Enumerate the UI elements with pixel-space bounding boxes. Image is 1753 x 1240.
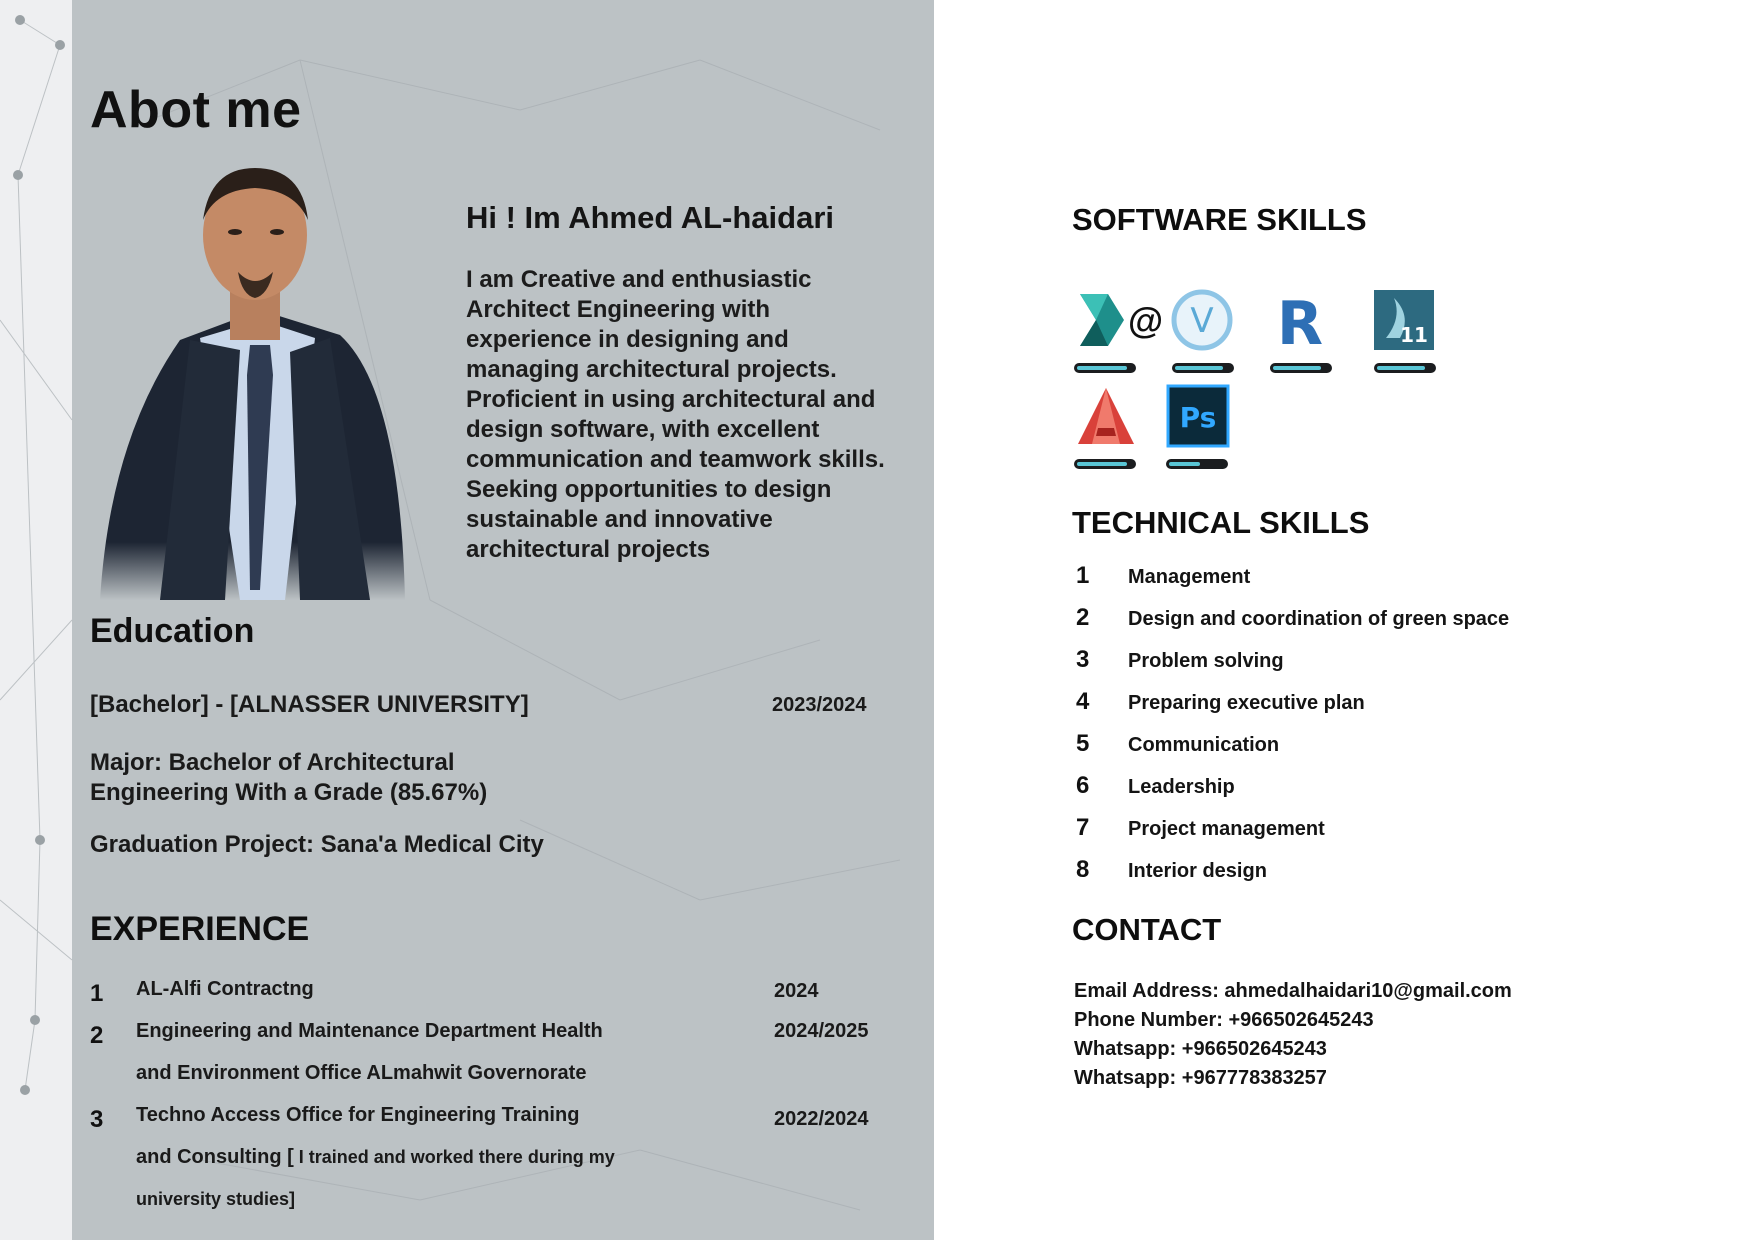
contact-email[interactable]: Email Address: ahmedalhaidari10@gmail.com [1074,980,1512,1002]
skill-bar-revit [1270,363,1332,373]
experience-line: AL-Alfi Contractng [136,978,314,1000]
photoshop-glyph: Ps [1179,401,1217,434]
skill-bar-fill [1077,462,1127,466]
education-project: Graduation Project: Sana'a Medical City [90,831,544,858]
experience-line [136,1136,736,1178]
skill-bar-fill [1169,462,1200,466]
education-title: Education [90,612,255,650]
vray-icon [1170,288,1234,352]
experience-line: and Environment Office ALmahwit Governorate [136,1062,587,1084]
technical-skill-number: 8 [1076,856,1090,883]
technical-skill-number: 7 [1076,814,1090,841]
technical-skill-label: Project management [1128,818,1325,840]
technical-skill-number: 5 [1076,730,1090,757]
at-symbol: @ [1128,300,1164,341]
experience-date: 2022/2024 [774,1108,869,1130]
education-degree: [Bachelor] - [ALNASSER UNIVERSITY] [90,691,529,718]
skill-bar-fill [1077,366,1127,370]
skill-bar-fill [1175,366,1223,370]
experience-line: Engineering and Maintenance Department Health [136,1020,603,1042]
skill-bar-vray [1172,363,1234,373]
skill-bar-autocad [1074,459,1136,469]
skill-bar-photoshop [1166,459,1228,469]
software-skills-title: SOFTWARE SKILLS [1072,202,1367,237]
experience-line-main: and Consulting [ [136,1146,294,1168]
experience-title: EXPERIENCE [90,910,310,948]
technical-skill-label: Design and coordination of green space [1128,608,1510,630]
autocad-icon [1074,384,1138,448]
vray-glyph: V [1190,301,1214,341]
technical-skill-label: Problem solving [1128,650,1284,672]
experience-number: 1 [90,980,104,1007]
technical-skill-label: Management [1128,566,1251,588]
experience-number: 2 [90,1022,104,1049]
experience-date: 2024/2025 [774,1020,869,1042]
education-major-line2: Engineering With a Grade (85.67%) [90,779,488,806]
bio-text: I am Creative and enthusiastic Architect Engineering with experience in designing and managing architectural projects. Proficient in using architectural and design software, with excellent communication and teamwork skills. Seeking opportunities to design sustainable and innovative architectural projects [466,266,885,563]
profile-photo [90,160,420,610]
revit-glyph: R [1276,289,1324,352]
contact-whatsapp-2[interactable]: Whatsapp: +967778383257 [1074,1067,1327,1089]
technical-skill-number: 3 [1076,646,1090,673]
technical-skill-number: 6 [1076,772,1090,799]
experience-number: 3 [90,1106,104,1133]
technical-skill-number: 2 [1076,604,1090,631]
photoshop-icon [1166,384,1230,448]
about-title: Abot me [90,81,302,139]
skill-bar-lumion [1374,363,1436,373]
technical-skill-label: Communication [1128,734,1280,756]
experience-item-1 [136,968,736,1010]
skill-bar-3ds-max [1074,363,1136,373]
technical-skill-number: 4 [1076,688,1090,715]
contact-whatsapp-1[interactable]: Whatsapp: +966502645243 [1074,1038,1327,1060]
contact-phone[interactable]: Phone Number: +966502645243 [1074,1009,1374,1031]
revit-icon [1268,288,1332,352]
greeting-heading: Hi ! Im Ahmed AL-haidari [466,200,835,235]
experience-line-note: I trained and worked there during my [293,1147,615,1167]
lumion-icon [1372,288,1436,352]
technical-skill-number: 1 [1076,562,1090,589]
experience-item-3 [136,1094,736,1220]
left-decor-strip [0,0,72,1240]
contact-title: CONTACT [1072,912,1222,947]
experience-date: 2024 [774,980,819,1002]
education-date: 2023/2024 [772,694,867,716]
technical-skill-label: Interior design [1128,860,1267,882]
technical-skills-title: TECHNICAL SKILLS [1072,505,1370,540]
education-major-line1: Major: Bachelor of Architectural [90,749,455,776]
skill-bar-fill [1273,366,1321,370]
technical-skill-label: Leadership [1128,776,1235,798]
technical-skill-label: Preparing executive plan [1128,692,1365,714]
skill-bar-fill [1377,366,1425,370]
experience-item-2 [136,1010,736,1094]
experience-line: Techno Access Office for Engineering Training [136,1104,580,1126]
lumion-glyph: 11 [1400,323,1428,347]
experience-line: university studies] [136,1189,296,1209]
